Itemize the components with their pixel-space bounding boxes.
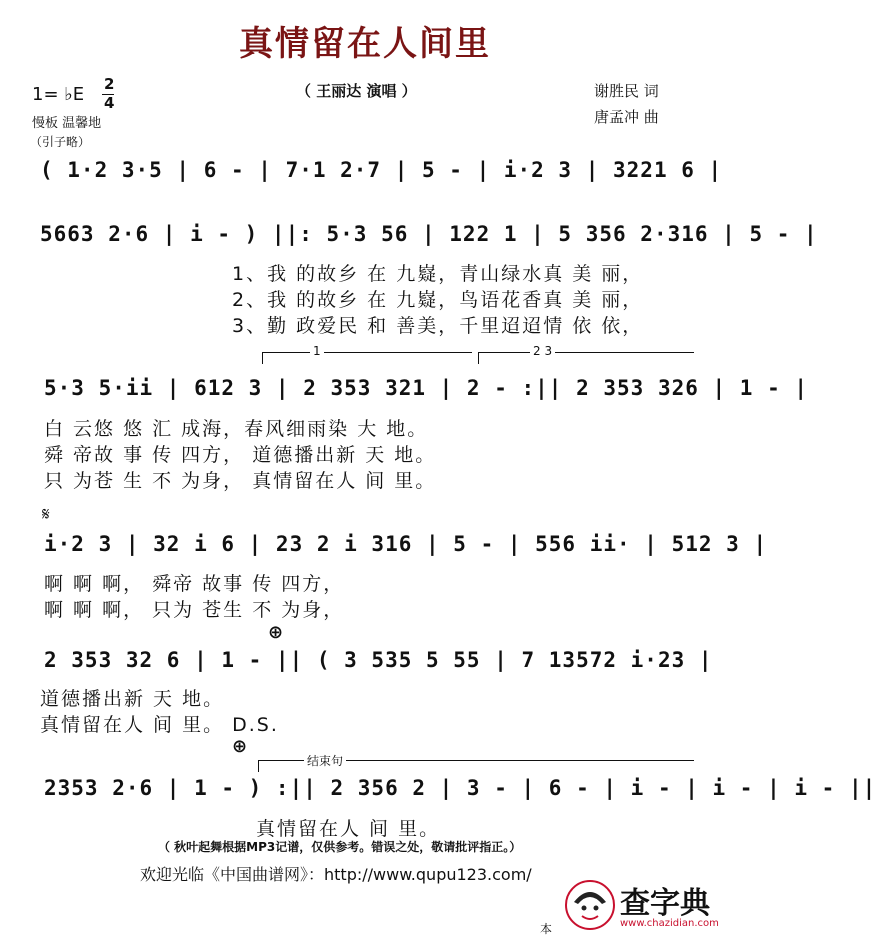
- coda-sign-ending: ⊕: [232, 736, 248, 757]
- volta-1-label: 1: [310, 344, 324, 358]
- lyrics-block4-line-1: 道德播出新 天 地。: [40, 688, 225, 710]
- coda-sign: ⊕: [268, 622, 284, 643]
- verse-line-2: 2、我 的故乡 在 九嶷，鸟语花香真 美 丽，: [232, 289, 644, 311]
- transcription-notice: （ 秋叶起舞根据MP3记谱，仅供参考。错误之处，敬请批评指正。）: [158, 840, 522, 854]
- lyrics-block2-line-1: 白 云悠 悠 汇 成海，春风细雨染 大 地。: [44, 418, 429, 440]
- score-line-1: ( 1·2 3·5 | 6 - | 7·1 2·7 | 5 - | i·2 3 | 3221 6 |: [40, 158, 723, 182]
- volta-23-label: 2 3: [530, 344, 555, 358]
- tempo-marking: 慢板 温馨地: [32, 116, 102, 131]
- time-signature-top: 2: [104, 75, 115, 93]
- verse-line-3: 3、勤 政爱民 和 善美，千里迢迢情 依 依，: [232, 315, 644, 337]
- volta-23-bracket: [478, 352, 694, 353]
- lyrics-block4-line-2: 真情留在人 间 里。 D.S.: [40, 714, 279, 736]
- lyrics-block5: 真情留在人 间 里。: [256, 818, 441, 840]
- chazidian-logo[interactable]: [562, 874, 722, 936]
- score-line-6: 2353 2·6 | 1 - ) :|| 2 356 2 | 3 - | 6 - | i - | i - | i - ||: [44, 776, 876, 800]
- key-signature: 1= ♭E: [32, 84, 85, 105]
- lyrics-block2-line-2: 舜 帝故 事 传 四方， 道德播出新 天 地。: [44, 444, 437, 466]
- score-line-3: 5·3 5·ii | 612 3 | 2 353 321 | 2 - :|| 2 353 326 | 1 - |: [44, 376, 809, 400]
- composer: 唐孟冲 曲: [594, 108, 659, 126]
- lyrics-block3-line-2: 啊 啊 啊， 只为 苍生 不 为身，: [44, 599, 345, 621]
- lyrics-block3-line-1: 啊 啊 啊， 舜帝 故事 传 四方，: [44, 573, 345, 595]
- lyrics-block2-line-3: 只 为苍 生 不 为身， 真情留在人 间 里。: [44, 470, 437, 492]
- intro-note: （引子略）: [30, 135, 91, 149]
- logo-url: www.chazidian.com: [620, 918, 719, 929]
- song-title: 真情留在人间里: [239, 24, 491, 64]
- score-line-5: 2 353 32 6 | 1 - || ( 3 535 5 55 | 7 13572 i·23 |: [44, 648, 713, 672]
- volta-1-bracket: [262, 352, 472, 353]
- logo-text: 查字典: [620, 886, 710, 921]
- watermark-char: 本: [540, 922, 553, 936]
- verse-line-1: 1、我 的故乡 在 九嶷，青山绿水真 美 丽，: [232, 263, 644, 285]
- score-line-2: 5663 2·6 | i - ) ||: 5·3 56 | 122 1 | 5 356 2·316 | 5 - |: [40, 222, 818, 246]
- score-line-4: i·2 3 | 32 i 6 | 23 2 i 316 | 5 - | 556 ii· | 512 3 |: [44, 532, 768, 556]
- time-signature-bottom: 4: [104, 94, 115, 112]
- performer: （ 王丽达 演唱 ）: [296, 82, 417, 100]
- segno-sign: 𝄋: [42, 504, 50, 525]
- ending-label: 结束句: [304, 752, 346, 769]
- lyricist: 谢胜民 词: [594, 82, 659, 100]
- welcome-link[interactable]: 欢迎光临《中国曲谱网》：http://www.qupu123.com/: [140, 865, 532, 884]
